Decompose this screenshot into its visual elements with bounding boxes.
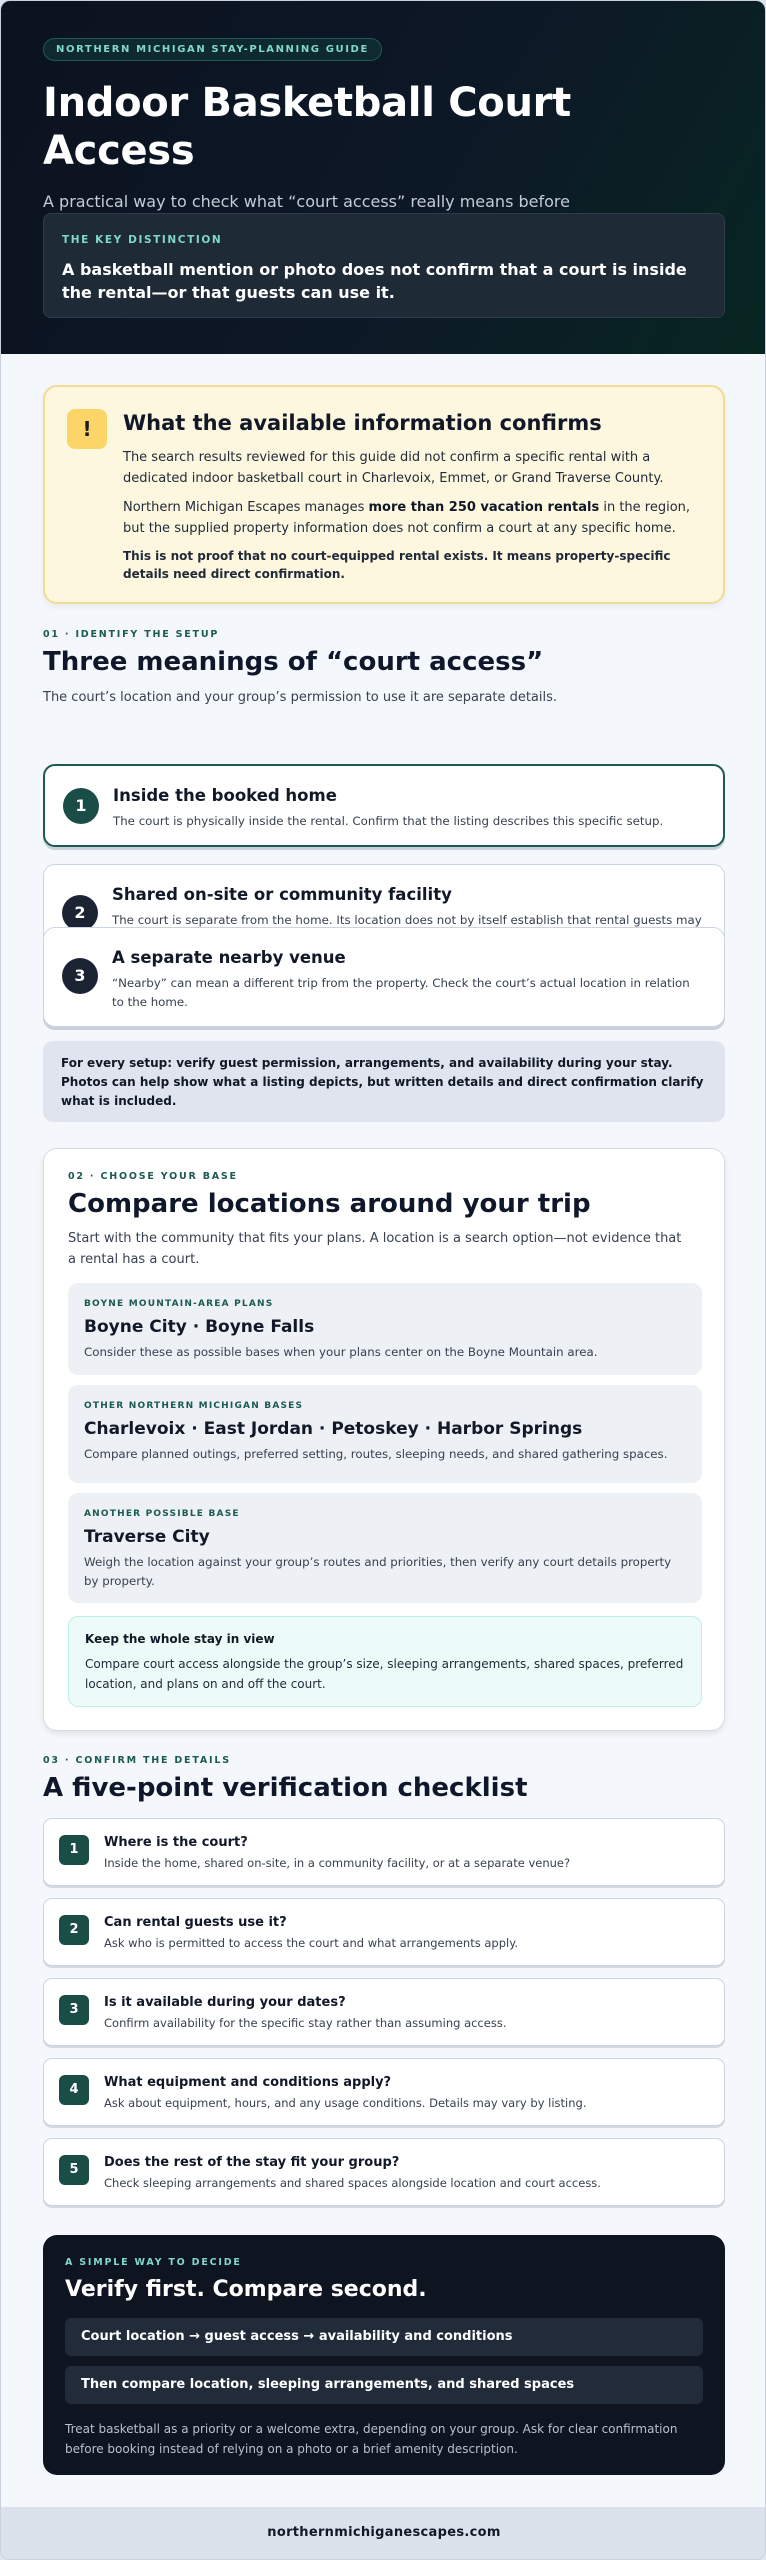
checklist-item[interactable]: [43, 2138, 725, 2206]
step-number-badge: 1: [63, 788, 99, 824]
section-eyebrow: A SIMPLE WAY TO DECIDE: [65, 2257, 242, 2268]
checklist-item-description: Check sleeping arrangements and shared spaces alongside location and court access.: [104, 2176, 601, 2190]
checklist-item-description: Ask who is permitted to access the court and what arrangements apply.: [104, 1936, 519, 1950]
checklist-item[interactable]: [43, 1978, 725, 2046]
checklist-item-title: Is it available during your dates?: [104, 1995, 346, 2010]
setup-card-title: Shared on-site or community facility: [112, 885, 452, 904]
key-distinction-label: THE KEY DISTINCTION: [62, 234, 223, 246]
hero-banner: [1, 1, 766, 354]
location-card-charlevoix[interactable]: [68, 1385, 702, 1483]
checklist-item-description: Confirm availability for the specific stay rather than assuming access.: [104, 2016, 507, 2030]
location-label: OTHER NORTHERN MICHIGAN BASES: [84, 1401, 304, 1411]
setup-card-title: Inside the booked home: [113, 786, 337, 805]
keep-description: Compare court access alongside the group’s size, sleeping arrangements, shared spaces, preferred location, and plans on and off the court.: [85, 1657, 684, 1691]
section-title: Three meanings of “court access”: [43, 647, 544, 677]
checklist-item[interactable]: [43, 1818, 725, 1886]
every-setup-note: For every setup: verify guest permission, arrangements, and availability during your stay. Photos can help show what a listing depicts, but written details and direct confirmation clarify what is included.: [43, 1041, 725, 1122]
setup-card-nearby-venue[interactable]: [43, 927, 725, 1027]
keep-whole-stay-note: [68, 1616, 702, 1707]
paragraph-text: in the region, but the supplied property information does not confirm a court at any specific home.: [123, 500, 691, 536]
location-label: BOYNE MOUNTAIN-AREA PLANS: [84, 1299, 274, 1309]
info-confirms-note: This is not proof that no court-equipped rental exists. It means property-specific details need direct confirmation.: [123, 549, 671, 581]
page-subtitle: A practical way to check what “court access” really means before: [43, 192, 570, 211]
checklist-item-description: Ask about equipment, hours, and any usage conditions. Details may vary by listing.: [104, 2096, 587, 2110]
checklist-item-title: Does the rest of the stay fit your group?: [104, 2155, 400, 2170]
setup-card-title: A separate nearby venue: [112, 948, 346, 967]
section-subtitle: Start with the community that fits your plans. A location is a search option—not evidence that a rental has a court.: [68, 1231, 682, 1267]
section-eyebrow: 01 · IDENTIFY THE SETUP: [43, 629, 220, 640]
location-label: ANOTHER POSSIBLE BASE: [84, 1509, 240, 1519]
info-confirms-paragraph-1: The search results reviewed for this guide did not confirm a specific rental with a dedicated indoor basketball court in Charlevoix, Emmet, or Grand Traverse County.: [123, 450, 664, 486]
location-description: Compare planned outings, preferred setting, routes, sleeping needs, and shared gathering spaces.: [84, 1447, 668, 1461]
paragraph-text: Northern Michigan Escapes manages: [123, 500, 369, 515]
checklist-number-badge: 4: [59, 2075, 89, 2105]
checklist-section-header: [43, 1755, 725, 1804]
checklist-item[interactable]: [43, 2058, 725, 2126]
checklist-number-badge: 1: [59, 1835, 89, 1865]
checklist-item-title: Can rental guests use it?: [104, 1915, 287, 1930]
location-card-traverse-city[interactable]: [68, 1493, 702, 1603]
checklist-item-title: What equipment and conditions apply?: [104, 2075, 392, 2090]
verify-flow-step-1: Court location → guest access → availability and conditions: [65, 2318, 703, 2356]
exclamation-icon: !: [67, 409, 107, 449]
key-distinction-text: A basketball mention or photo does not confirm that a court is inside the rental—or that guests can use it.: [62, 260, 687, 302]
location-title: Charlevoix · East Jordan · Petoskey · Harbor Springs: [84, 1419, 583, 1439]
compare-locations-panel: [43, 1148, 725, 1731]
key-distinction-box: [43, 213, 725, 318]
checklist-item-title: Where is the court?: [104, 1835, 248, 1850]
page-title: Indoor Basketball Court Access: [43, 80, 571, 174]
setup-card-inside-home[interactable]: [43, 764, 725, 847]
verify-title: Verify first. Compare second.: [65, 2277, 427, 2302]
section-title: Compare locations around your trip: [68, 1189, 591, 1219]
location-description: Consider these as possible bases when your plans center on the Boyne Mountain area.: [84, 1345, 598, 1359]
checklist-item[interactable]: [43, 1898, 725, 1966]
rental-count-emphasis: more than 250 vacation rentals: [368, 500, 600, 515]
info-confirms-title: What the available information confirms: [123, 411, 602, 435]
verify-description: Treat basketball as a priority or a welcome extra, depending on your group. Ask for clear confirmation before booking instead of relying on a photo or a brief amenity description.: [65, 2422, 678, 2456]
guide-pill: NORTHERN MICHIGAN STAY-PLANNING GUIDE: [43, 38, 382, 61]
setup-card-description: The court is separate from the home. Its location does not by itself establish that rental guests may: [112, 913, 702, 927]
setup-card-description: “Nearby” can mean a different trip from the property. Check the court’s actual location in relation to the home.: [112, 976, 690, 1009]
checklist-number-badge: 3: [59, 1995, 89, 2025]
location-description: Weigh the location against your group’s routes and priorities, then verify any court details property by property.: [84, 1555, 672, 1588]
step-number-badge: 2: [62, 895, 98, 931]
section-title: A five-point verification checklist: [43, 1773, 528, 1803]
verify-first-panel: [43, 2235, 725, 2475]
location-title: Traverse City: [84, 1527, 210, 1547]
verify-flow-step-2: Then compare location, sleeping arrangements, and shared spaces: [65, 2366, 703, 2404]
checklist-item-description: Inside the home, shared on-site, in a community facility, or at a separate venue?: [104, 1856, 571, 1870]
setup-card-description: The court is physically inside the rental. Confirm that the listing describes this specific setup.: [113, 814, 664, 828]
section-eyebrow: 02 · CHOOSE YOUR BASE: [68, 1171, 238, 1182]
checklist-number-badge: 2: [59, 1915, 89, 1945]
location-title: Boyne City · Boyne Falls: [84, 1317, 315, 1337]
keep-title: Keep the whole stay in view: [85, 1632, 275, 1646]
footer-site-link[interactable]: northernmichiganescapes.com: [1, 2507, 766, 2560]
section-subtitle: The court’s location and your group’s permission to use it are separate details.: [43, 690, 558, 705]
location-card-boyne[interactable]: [68, 1283, 702, 1375]
checklist-number-badge: 5: [59, 2155, 89, 2185]
section-eyebrow: 03 · CONFIRM THE DETAILS: [43, 1755, 231, 1766]
info-confirms-panel: [43, 385, 725, 604]
setup-section-header: [43, 629, 725, 708]
step-number-badge: 3: [62, 958, 98, 994]
info-confirms-paragraph-2: [123, 497, 703, 539]
